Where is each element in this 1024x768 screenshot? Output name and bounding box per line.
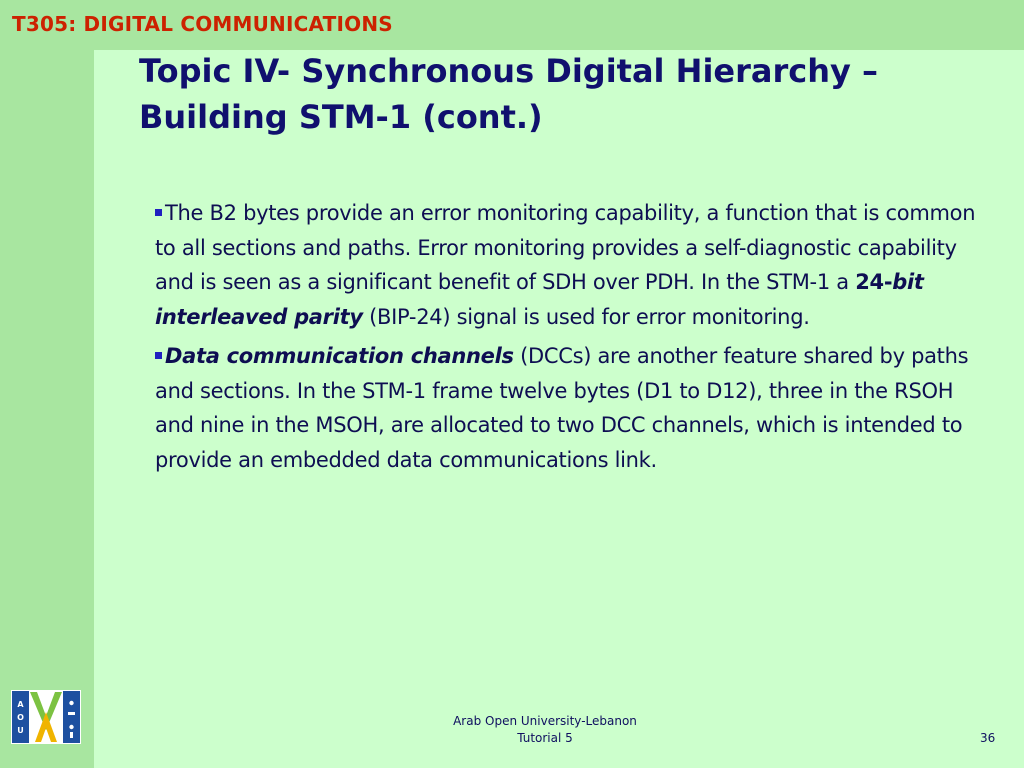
bullet1-text-a: The B2 bytes provide an error monitoring capability, a function that is common to all sections and paths. Error monitoring provides a self-diagnostic capability and is seen as a significant benefit of SDH over PDH. In the STM-1 a: [155, 201, 976, 294]
bullet1-bold-italic: bit interleaved parity: [155, 270, 924, 329]
course-title: T305: DIGITAL COMMUNICATIONS: [12, 12, 393, 36]
page-number: 36: [980, 731, 996, 745]
slide-title-line1: Topic IV- Synchronous Digital Hierarchy –: [139, 52, 879, 90]
bullet2-text: (DCCs) are another feature shared by paths and sections. In the STM-1 frame twelve bytes (D1 to D12), three in the RSOH and nine in the MSOH, are allocated to two DCC channels, which is intended to provide an embedded data communications link.: [155, 344, 969, 472]
svg-text:O: O: [17, 713, 24, 722]
footer-institution: Arab Open University-Lebanon: [453, 714, 637, 728]
slide-title-line2: Building STM-1 (cont.): [139, 98, 543, 136]
aou-logo-icon: [11, 690, 81, 744]
square-bullet-icon: [155, 352, 162, 359]
square-bullet-icon: [155, 209, 162, 216]
svg-text:U: U: [17, 726, 24, 735]
footer-tutorial: Tutorial 5: [517, 731, 573, 745]
slide-title: [139, 48, 1009, 140]
bullet-paragraph-dcc: [155, 339, 985, 477]
bullet1-text-b: (BIP-24) signal is used for error monitoring.: [362, 304, 810, 329]
bullet-paragraph-b2-bytes: [155, 196, 985, 334]
left-sidebar-band: [0, 50, 94, 768]
svg-text:A: A: [17, 700, 24, 709]
bullet2-bold-italic: Data communication channels: [165, 344, 514, 368]
bullet1-bold-number: 24-: [855, 270, 893, 294]
footer-text: [445, 713, 645, 747]
slide-body: [155, 196, 985, 482]
